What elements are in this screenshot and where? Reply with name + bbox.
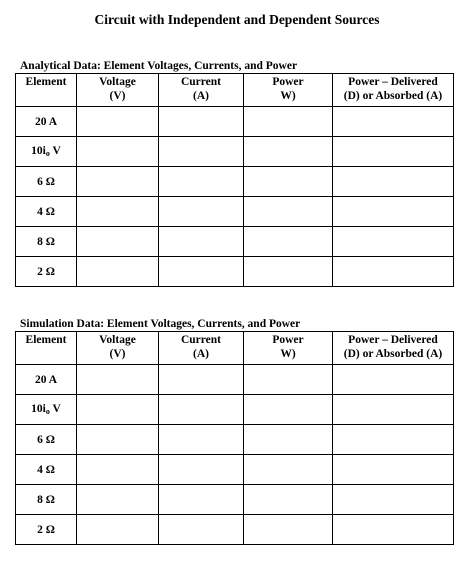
power-cell[interactable] — [244, 515, 333, 545]
analytical-table-caption: Analytical Data: Element Voltages, Currents, and Power — [20, 60, 298, 72]
table-row — [16, 455, 454, 485]
power-cell[interactable] — [244, 257, 333, 287]
delivered-absorbed-cell[interactable] — [333, 137, 454, 167]
voltage-cell[interactable] — [77, 137, 159, 167]
power-cell[interactable] — [244, 197, 333, 227]
simulation-table-caption: Simulation Data: Element Voltages, Currents, and Power — [20, 318, 301, 330]
table-row — [16, 107, 454, 137]
analytical-data-table — [15, 73, 454, 287]
header-voltage: Voltage (V) — [77, 332, 159, 365]
current-cell[interactable] — [159, 197, 244, 227]
power-cell[interactable] — [244, 395, 333, 425]
power-cell[interactable] — [244, 137, 333, 167]
voltage-cell[interactable] — [77, 425, 159, 455]
voltage-cell[interactable] — [77, 167, 159, 197]
current-cell[interactable] — [159, 107, 244, 137]
table-row — [16, 395, 454, 425]
delivered-absorbed-cell[interactable] — [333, 167, 454, 197]
table-row — [16, 365, 454, 395]
element-label: 8 Ω — [16, 227, 77, 257]
power-cell[interactable] — [244, 455, 333, 485]
delivered-absorbed-cell[interactable] — [333, 365, 454, 395]
current-cell[interactable] — [159, 485, 244, 515]
delivered-absorbed-cell[interactable] — [333, 515, 454, 545]
voltage-cell[interactable] — [77, 365, 159, 395]
current-cell[interactable] — [159, 425, 244, 455]
header-power: Power W) — [244, 332, 333, 365]
current-cell[interactable] — [159, 227, 244, 257]
current-cell[interactable] — [159, 515, 244, 545]
element-label: 4 Ω — [16, 455, 77, 485]
table-row — [16, 425, 454, 455]
current-cell[interactable] — [159, 167, 244, 197]
header-power: Power W) — [244, 74, 333, 107]
document-title: Circuit with Independent and Dependent Sources — [94, 12, 380, 27]
voltage-cell[interactable] — [77, 515, 159, 545]
header-power-delivered-absorbed: Power – Delivered (D) or Absorbed (A) — [333, 74, 454, 107]
element-label: 2 Ω — [16, 515, 77, 545]
power-cell[interactable] — [244, 425, 333, 455]
delivered-absorbed-cell[interactable] — [333, 395, 454, 425]
header-current: Current (A) — [159, 332, 244, 365]
delivered-absorbed-cell[interactable] — [333, 425, 454, 455]
power-cell[interactable] — [244, 167, 333, 197]
current-cell[interactable] — [159, 257, 244, 287]
delivered-absorbed-cell[interactable] — [333, 107, 454, 137]
current-cell[interactable] — [159, 395, 244, 425]
element-label: 6 Ω — [16, 167, 77, 197]
voltage-cell[interactable] — [77, 485, 159, 515]
table-row — [16, 197, 454, 227]
element-label: 2 Ω — [16, 257, 77, 287]
voltage-cell[interactable] — [77, 395, 159, 425]
delivered-absorbed-cell[interactable] — [333, 257, 454, 287]
voltage-cell[interactable] — [77, 257, 159, 287]
simulation-data-table — [15, 331, 454, 545]
delivered-absorbed-cell[interactable] — [333, 227, 454, 257]
header-power-delivered-absorbed: Power – Delivered (D) or Absorbed (A) — [333, 332, 454, 365]
current-cell[interactable] — [159, 137, 244, 167]
header-voltage: Voltage (V) — [77, 74, 159, 107]
table-row — [16, 257, 454, 287]
element-label: 8 Ω — [16, 485, 77, 515]
power-cell[interactable] — [244, 365, 333, 395]
element-label: 6 Ω — [16, 425, 77, 455]
table-header-row — [16, 332, 454, 365]
delivered-absorbed-cell[interactable] — [333, 485, 454, 515]
power-cell[interactable] — [244, 107, 333, 137]
header-element: Element — [16, 332, 77, 365]
delivered-absorbed-cell[interactable] — [333, 197, 454, 227]
table-row — [16, 137, 454, 167]
element-label: 20 A — [16, 107, 77, 137]
current-cell[interactable] — [159, 455, 244, 485]
element-label: $10i_o$ V — [16, 395, 77, 425]
delivered-absorbed-cell[interactable] — [333, 455, 454, 485]
header-element: Element — [16, 74, 77, 107]
voltage-cell[interactable] — [77, 455, 159, 485]
power-cell[interactable] — [244, 485, 333, 515]
voltage-cell[interactable] — [77, 227, 159, 257]
table-row — [16, 485, 454, 515]
element-label: $10i_o$ V — [16, 137, 77, 167]
table-row — [16, 227, 454, 257]
table-row — [16, 515, 454, 545]
element-label: 20 A — [16, 365, 77, 395]
current-cell[interactable] — [159, 365, 244, 395]
table-header-row — [16, 74, 454, 107]
voltage-cell[interactable] — [77, 197, 159, 227]
voltage-cell[interactable] — [77, 107, 159, 137]
element-label: 4 Ω — [16, 197, 77, 227]
power-cell[interactable] — [244, 227, 333, 257]
table-row — [16, 167, 454, 197]
header-current: Current (A) — [159, 74, 244, 107]
